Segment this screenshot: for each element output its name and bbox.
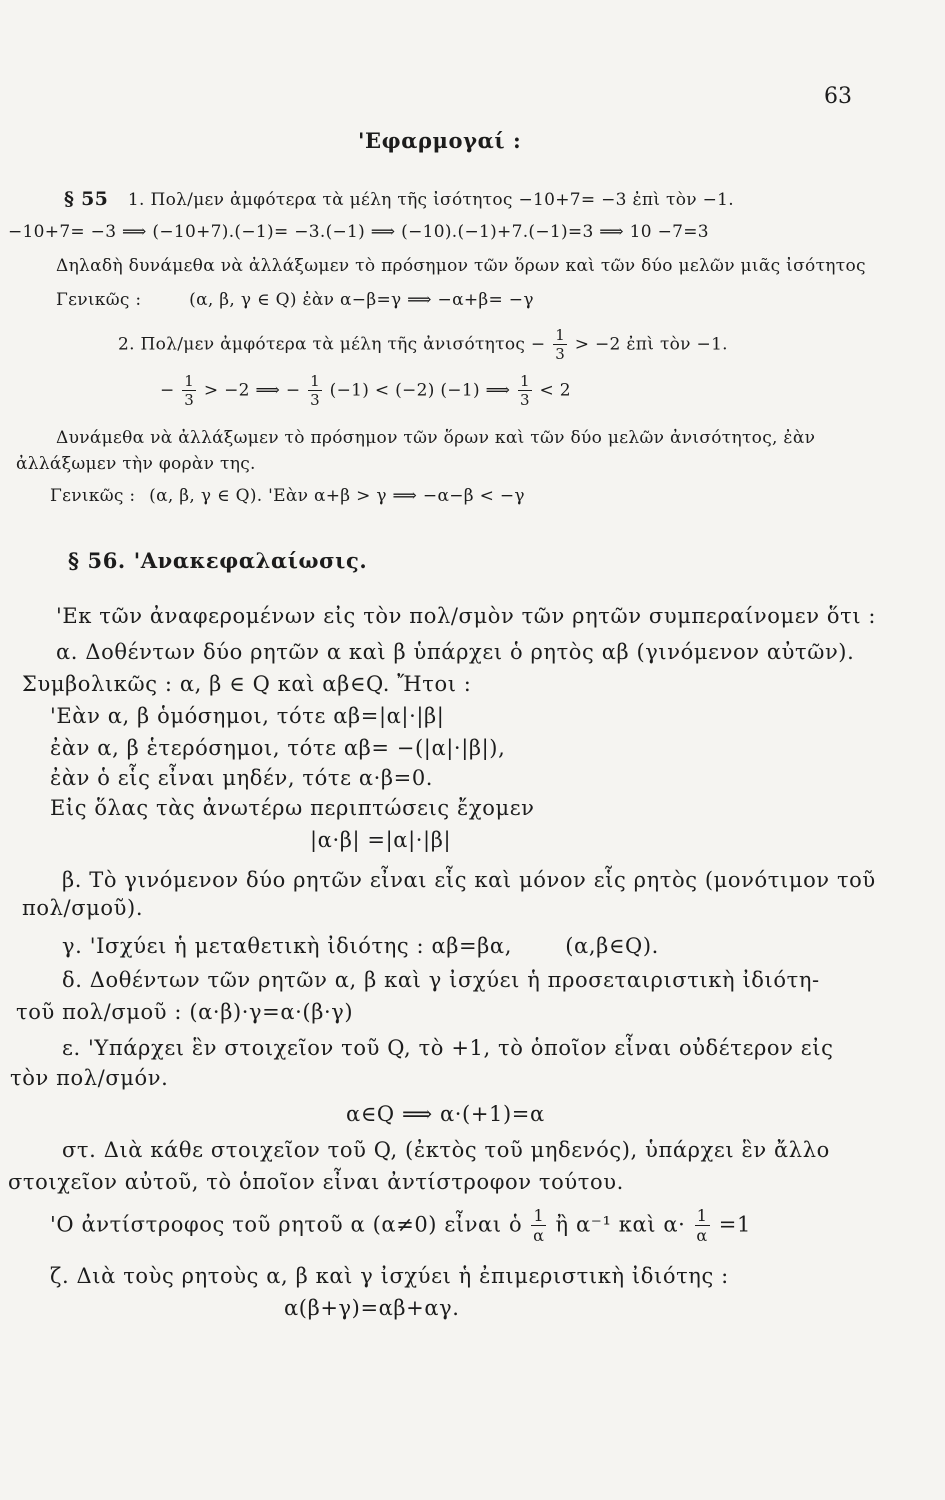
section-header: 'Εφαρμογαί : bbox=[358, 128, 522, 153]
s55-line-7: Δυνάμεθα νὰ ἀλλάξωμεν τὸ πρόσημον τῶν ὅρων καὶ τῶν δύο μελῶν ἀνισότητος, ἐὰν bbox=[56, 428, 816, 448]
s56-item-b-line-2: πολ/σμοῦ). bbox=[22, 896, 144, 920]
s55-text-5b: > −2 ἐπὶ τὸν −1. bbox=[574, 334, 728, 355]
s56-item-a-formula: |α·β| =|α|·|β| bbox=[310, 828, 452, 852]
fraction-one-over-alpha bbox=[531, 1208, 546, 1244]
fraction-denominator: 3 bbox=[555, 345, 566, 363]
s56-item-st-line-1: στ. Διὰ κάθε στοιχεῖον τοῦ Q, (ἐκτὸς τοῦ μηδενός), ὑπάρχει ἓν ἄλλο bbox=[62, 1138, 830, 1162]
s56-inverse-text-a: 'Ο ἀντίστροφος τοῦ ρητοῦ α (α≠0) εἶναι ὁ bbox=[50, 1212, 523, 1237]
s56-item-e-line-2: τὸν πολ/σμόν. bbox=[10, 1066, 169, 1090]
fraction-one-over-alpha bbox=[695, 1208, 710, 1244]
fraction-numerator: 1 bbox=[519, 372, 530, 390]
fraction-one-third bbox=[182, 374, 196, 408]
s56-item-a-line-5: ἐὰν ὁ εἷς εἶναι μηδέν, τότε α·β=0. bbox=[50, 766, 434, 790]
s55-text-6b: > −2 ⟹ − bbox=[203, 380, 301, 401]
s55-text-6d: < 2 bbox=[539, 380, 571, 401]
page-number: 63 bbox=[824, 84, 852, 109]
s56-inverse-text-c: =1 bbox=[718, 1212, 751, 1237]
fraction-one-third bbox=[308, 374, 322, 408]
s56-item-b-line-1: β. Τὸ γινόμενον δύο ρητῶν εἶναι εἷς καὶ μόνον εἷς ρητὸς (μονότιμον τοῦ bbox=[62, 868, 876, 892]
s56-item-g-text: γ. 'Ισχύει ἡ μεταθετικὴ ἰδιότης : αβ=βα, bbox=[62, 934, 512, 958]
fraction-numerator: 1 bbox=[184, 372, 195, 390]
s55-line-2: −10+7= −3 ⟹ (−10+7).(−1)= −3.(−1) ⟹ (−10).(−1)+7.(−1)=3 ⟹ 10 −7=3 bbox=[8, 222, 709, 242]
s56-title: § 56. 'Ανακεφαλαίωσις. bbox=[68, 548, 368, 573]
s55-text-6c: (−1) < (−2) (−1) ⟹ bbox=[329, 380, 511, 401]
s55-line-5 bbox=[118, 328, 728, 362]
s55-line-6 bbox=[160, 374, 571, 408]
fraction-denominator: 3 bbox=[519, 391, 530, 409]
fraction-numerator: 1 bbox=[696, 1206, 708, 1225]
s55-line-8: ἀλλάξωμεν τὴν φορὰν της. bbox=[16, 454, 256, 474]
s56-item-st-line-2: στοιχεῖον αὐτοῦ, τὸ ὁποῖον εἶναι ἀντίστροφον τούτου. bbox=[8, 1170, 624, 1194]
s55-text-5a: 2. Πολ/μεν ἀμφότερα τὰ μέλη τῆς ἀνισότητος − bbox=[118, 334, 546, 355]
fraction-one-third bbox=[518, 374, 532, 408]
s56-item-e-formula: α∈Q ⟹ α·(+1)=α bbox=[346, 1102, 545, 1126]
s56-item-g-line-1 bbox=[62, 934, 659, 958]
fraction-numerator: 1 bbox=[555, 326, 566, 344]
s56-item-z-formula: α(β+γ)=αβ+αγ. bbox=[284, 1296, 460, 1320]
s56-item-a-line-3: 'Εὰν α, β ὁμόσημοι, τότε αβ=|α|·|β| bbox=[50, 704, 445, 728]
s55-number: § 55 bbox=[64, 188, 109, 210]
s56-item-a-line-2: Συμβολικῶς : α, β ∈ Q καὶ αβ∈Q. Ἤτοι : bbox=[22, 672, 472, 696]
fraction-numerator: 1 bbox=[533, 1206, 545, 1225]
s56-intro: 'Εκ τῶν ἀναφερομένων εἰς τὸν πολ/σμὸν τῶν ρητῶν συμπεραίνομεν ὅτι : bbox=[56, 604, 877, 628]
fraction-denominator: 3 bbox=[310, 391, 320, 409]
s56-item-e-line-1: ε. 'Υπάρχει ἓν στοιχεῖον τοῦ Q, τὸ +1, τὸ ὁποῖον εἶναι οὐδέτερον εἰς bbox=[62, 1036, 834, 1060]
s55-line-9 bbox=[50, 486, 525, 506]
s55-general-rule-2: (α, β, γ ∈ Q). 'Εὰν α+β > γ ⟹ −α−β < −γ bbox=[149, 486, 525, 506]
s55-text-6a: − bbox=[160, 380, 175, 401]
s55-general-label-2: Γενικῶς : bbox=[50, 486, 136, 506]
s55-general-label: Γενικῶς : bbox=[56, 290, 142, 310]
s56-item-a-line-1: α. Δοθέντων δύο ρητῶν α καὶ β ὑπάρχει ὁ ρητὸς αβ (γινόμενον αὐτῶν). bbox=[56, 640, 855, 664]
s56-item-g-domain: (α,β∈Q). bbox=[565, 934, 659, 958]
fraction-denominator: 3 bbox=[184, 391, 195, 409]
s56-inverse-text-b: ἢ α⁻¹ καὶ α· bbox=[555, 1212, 686, 1237]
s56-item-a-line-6: Εἰς ὅλας τὰς ἀνωτέρω περιπτώσεις ἔχομεν bbox=[50, 796, 535, 820]
s55-general-rule: (α, β, γ ∈ Q) ἐὰν α−β=γ ⟹ −α+β= −γ bbox=[189, 290, 534, 310]
s55-line-3: Δηλαδὴ δυνάμεθα νὰ ἀλλάξωμεν τὸ πρόσημον τῶν ὅρων καὶ τῶν δύο μελῶν μιᾶς ἰσότητος bbox=[56, 256, 866, 276]
s55-line-4 bbox=[56, 290, 534, 310]
s56-item-a-line-4: ἐὰν α, β ἑτερόσημοι, τότε αβ= −(|α|·|β|), bbox=[50, 736, 506, 760]
s55-line-1 bbox=[64, 188, 734, 210]
fraction-one-third bbox=[553, 328, 567, 362]
s56-item-d-line-1: δ. Δοθέντων τῶν ρητῶν α, β καὶ γ ἰσχύει ἡ προσεταιριστικὴ ἰδιότη- bbox=[62, 968, 820, 992]
fraction-denominator: α bbox=[533, 1226, 545, 1245]
fraction-numerator: 1 bbox=[310, 372, 320, 390]
s56-item-z-line-1: ζ. Διὰ τοὺς ρητοὺς α, β καὶ γ ἰσχύει ἡ ἐπιμεριστικὴ ἰδιότης : bbox=[50, 1264, 729, 1288]
s55-text-1: 1. Πολ/μεν ἀμφότερα τὰ μέλη τῆς ἰσότητος −10+7= −3 ἐπὶ τὸν −1. bbox=[127, 190, 734, 210]
s56-item-d-line-2: τοῦ πολ/σμοῦ : (α·β)·γ=α·(β·γ) bbox=[16, 1000, 354, 1024]
s56-inverse-line bbox=[50, 1208, 751, 1244]
fraction-denominator: α bbox=[696, 1226, 708, 1245]
